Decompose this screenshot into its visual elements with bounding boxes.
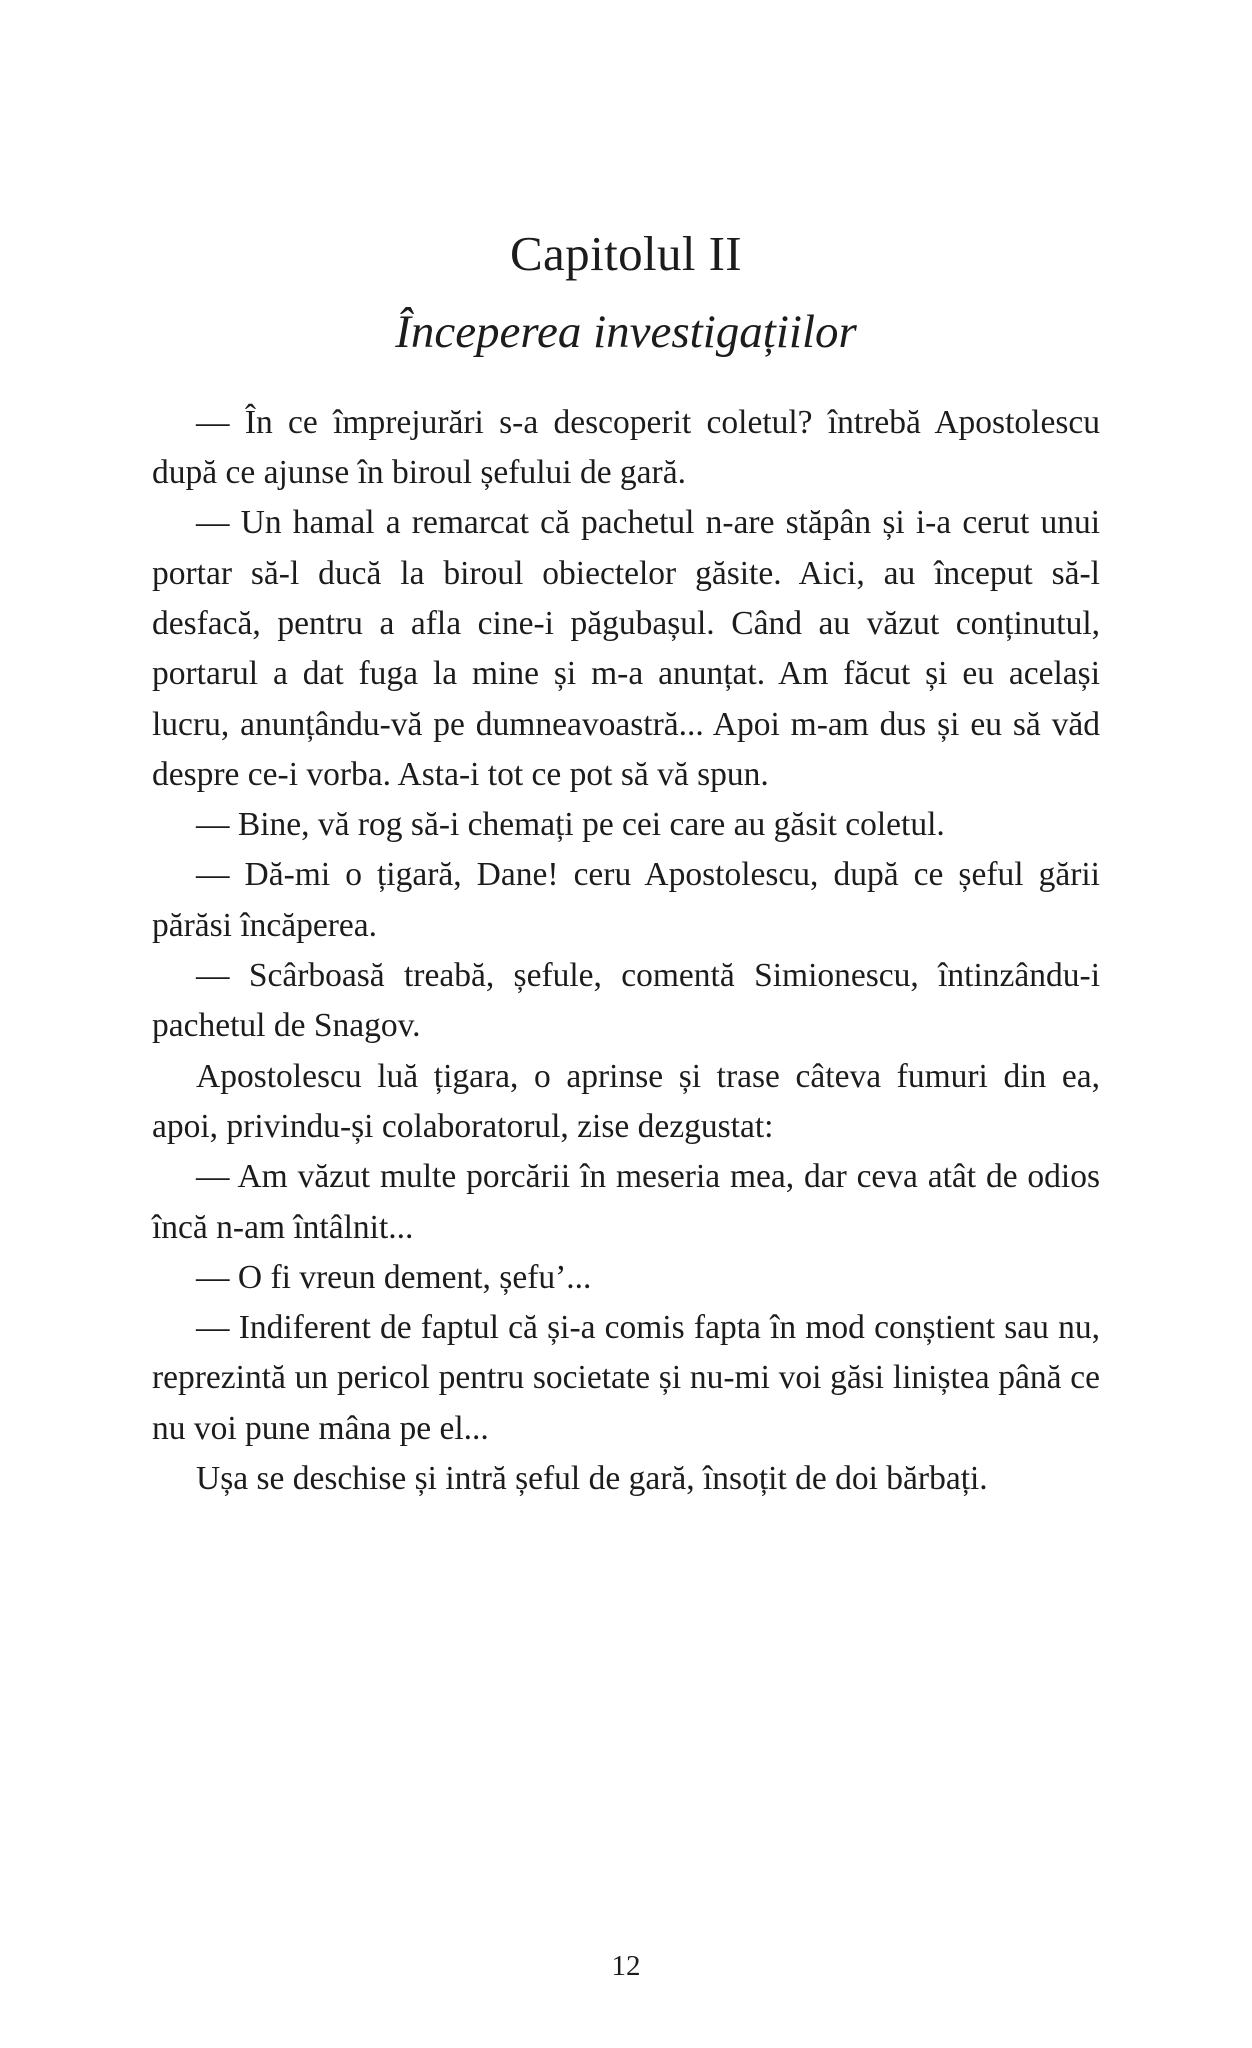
chapter-title: Capitolul II (509, 226, 743, 281)
paragraph: — Dă-mi o țigară, Dane! ceru Apostolescu, după ce șeful gării părăsi încăperea. (152, 856, 1100, 944)
page-number: 12 (611, 1950, 641, 1982)
paragraph: — O fi vreun dement, șefu’... (196, 1258, 592, 1296)
paragraph: — Un hamal a remarcat că pachetul n-are stăpân și i-a cerut unui portar să-l ducă la biroul obiectelor găsite. Aici, au început să-l desfacă, pentru a afla cine-i păgubașul. Când au văzut conținutul, portarul a dat fuga la mine și m-a anunțat. Am făcut și eu același lucru, anunțându-vă pe dumneavoastră... Apoi m-am dus și eu să văd despre ce-i vorba. Asta-i tot ce pot să vă spun. (152, 504, 1100, 793)
chapter-subtitle: Începerea investigațiilor (395, 306, 857, 359)
page-content (152, 0, 1100, 2048)
paragraph: — Am văzut multe porcării în meseria mea, dar ceva atât de odios încă n-am întâlnit... (152, 1158, 1100, 1246)
paragraph: Apostolescu luă țigara, o aprinse și trase câteva fumuri din ea, apoi, privindu-și colaboratorul, zise dezgustat: (152, 1057, 1100, 1145)
paragraph: — Bine, vă rog să-i chemați pe cei care au găsit coletul. (196, 806, 945, 844)
paragraph: — În ce împrejurări s-a descoperit coletul? întrebă Apostolescu după ce ajunse în biroul șefului de gară. (152, 403, 1100, 492)
paragraph: — Scârboasă treabă, șefule, comentă Simionescu, întinzându-i pachetul de Snagov. (152, 957, 1100, 1045)
paragraph: Ușa se deschise și intră șeful de gară, însoțit de doi bărbați. (196, 1460, 988, 1498)
paragraph: — Indiferent de faptul că și-a comis fapta în mod conștient sau nu, reprezintă un pericol pentru societate și nu-mi voi găsi liniștea până ce nu voi pune mâna pe el... (152, 1309, 1100, 1447)
body-text (152, 358, 1100, 1505)
